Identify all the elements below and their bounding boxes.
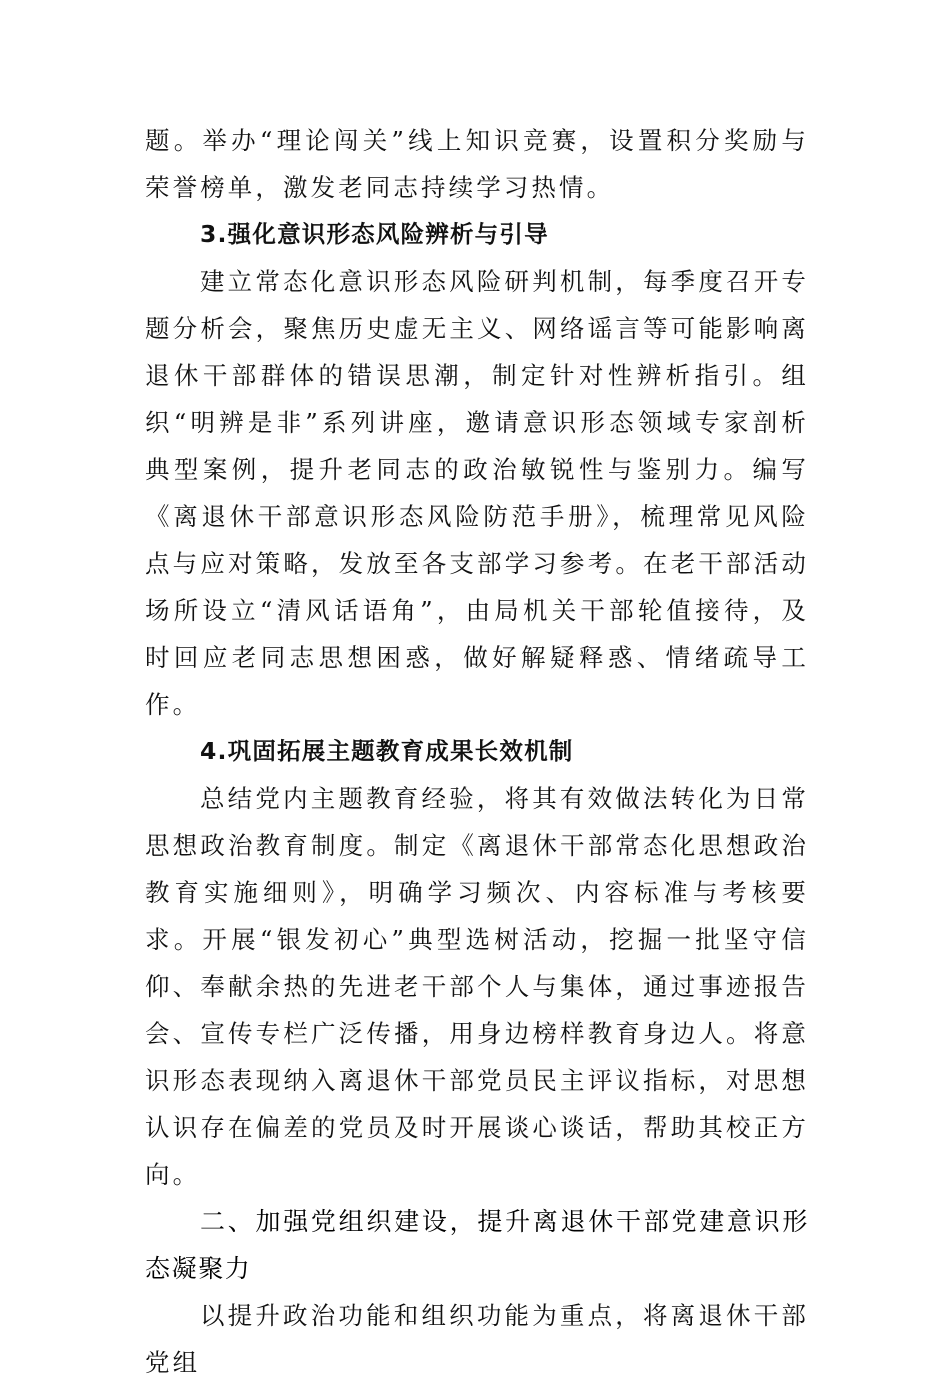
body-paragraph-4: 总结党内主题教育经验，将其有效做法转化为日常思想政治教育制度。制定《离退休干部常态化思想政治教育实施细则》，明确学习频次、内容标准与考核要求。开展“银发初心”典型选树活动，挖掘一批坚守信仰、奉献余热的先进老干部个人与集体，通过事迹报告会、宣传专栏广泛传播，用身边榜样教育身边人。将意识形态表现纳入离退休干部党员民主评议指标，对思想认识存在偏差的党员及时开展谈心谈话，帮助其校正方向。 [145, 784, 809, 1189]
subheading-4: 4.巩固拓展主题教育成果长效机制 [200, 737, 574, 765]
section-heading-2: 二、加强党组织建设，提升离退休干部党建意识形态凝聚力 [145, 1207, 809, 1283]
body-paragraph-continuation: 题。举办“理论闯关”线上知识竞赛，设置积分奖励与荣誉榜单，激发老同志持续学习热情。 [145, 126, 809, 202]
document-page [145, 117, 809, 1386]
subheading-3: 3.强化意识形态风险辨析与引导 [200, 220, 549, 248]
body-paragraph-3: 建立常态化意识形态风险研判机制，每季度召开专题分析会，聚焦历史虚无主义、网络谣言等可能影响离退休干部群体的错误思潮，制定针对性辨析指引。组织“明辨是非”系列讲座，邀请意识形态领域专家剖析典型案例，提升老同志的政治敏锐性与鉴别力。编写《离退休干部意识形态风险防范手册》，梳理常见风险点与应对策略，发放至各支部学习参考。在老干部活动场所设立“清风话语角”，由局机关干部轮值接待，及时回应老同志思想困惑，做好解疑释惑、情绪疏导工作。 [145, 267, 809, 719]
body-paragraph-section-2: 以提升政治功能和组织功能为重点，将离退休干部党组 [145, 1301, 809, 1377]
